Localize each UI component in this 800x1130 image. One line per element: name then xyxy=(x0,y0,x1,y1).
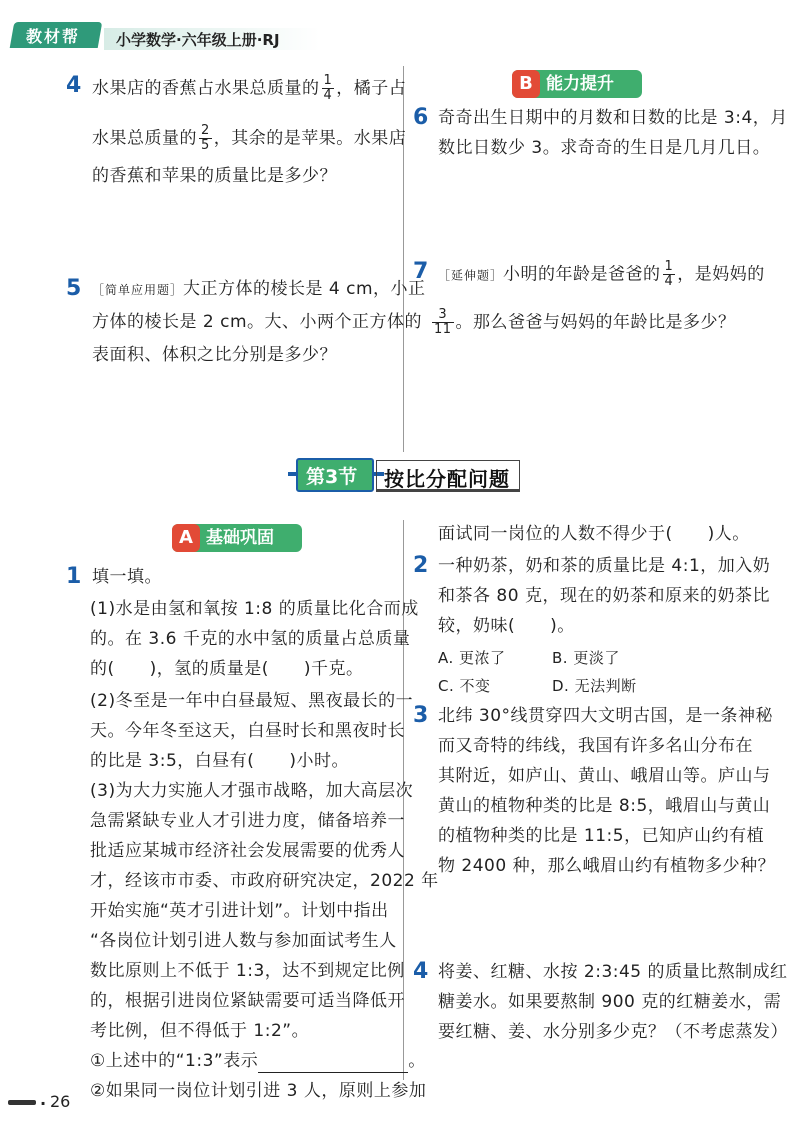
fraction: $\frac{3}{11}$ xyxy=(434,307,452,337)
question-line: ②如果同一岗位计划引进 3 人，原则上参加 xyxy=(90,1081,427,1101)
question-text: 奇奇出生日期中的月数和日数的比是 3:4，月 xyxy=(438,108,788,128)
question-text: ［简单应用题］大正方体的棱长是 4 cm，小正 xyxy=(92,279,426,299)
question-tag: ［延伸题］ xyxy=(438,268,504,283)
question-text: 和茶各 80 克，现在的奶茶和原来的奶茶比 xyxy=(438,586,770,606)
question-line: “各岗位计划引进人数与参加面试考生人 xyxy=(90,931,397,951)
section-badge-b xyxy=(512,70,642,98)
question-text: $\frac{3}{11}$ 。那么爸爸与妈妈的年龄比是多少？ xyxy=(434,307,736,337)
fraction: $\frac{1}{4}$ xyxy=(323,73,333,103)
badge-letter: B xyxy=(512,70,540,98)
question-number: 3 xyxy=(413,703,429,728)
question-line: 的，根据引进岗位紧缺需要可适当降低开 xyxy=(90,991,405,1011)
question-line: 考比例，但不得低于 1:2”。 xyxy=(90,1021,310,1041)
option-a[interactable]: A. 更浓了 xyxy=(438,649,506,667)
question-number: 6 xyxy=(413,105,429,130)
question-line: 而又奇特的纬线，我国有许多名山分布在 xyxy=(438,736,753,756)
option-d[interactable]: D. 无法判断 xyxy=(552,677,637,695)
question-number: 2 xyxy=(413,553,429,578)
question-text: 水果总质量的 $\frac{2}{5}$ ，其余的是苹果。水果店 xyxy=(92,123,407,153)
question-line: 急需紧缺专业人才引进力度，储备培养一 xyxy=(90,811,405,831)
continued-text: 面试同一岗位的人数不得少于( )人。 xyxy=(438,524,750,544)
answer-blank[interactable] xyxy=(258,1056,408,1073)
fraction: $\frac{2}{5}$ xyxy=(201,123,210,153)
header-bar xyxy=(12,22,322,50)
question-title: 填一填。 xyxy=(92,567,162,587)
option-b[interactable]: B. 更淡了 xyxy=(552,649,620,667)
section-badge-a xyxy=(172,524,302,552)
question-line: 其附近，如庐山、黄山、峨眉山等。庐山与 xyxy=(438,766,771,786)
question-text: 糖姜水。如果要熬制 900 克的红糖姜水，需 xyxy=(438,992,782,1012)
question-line: 的比是 3:5，白昼有( )小时。 xyxy=(90,751,350,771)
fraction: $\frac{1}{4}$ xyxy=(664,259,674,289)
badge-label: 基础巩固 xyxy=(206,528,274,548)
question-tag: ［简单应用题］ xyxy=(92,283,184,297)
question-line: 才，经该市市委、市政府研究决定，2022 年 xyxy=(90,871,439,891)
question-line: (1)水是由氢和氧按 1:8 的质量比化合而成 xyxy=(90,599,419,619)
question-line: (2)冬至是一年中白昼最短、黑夜最长的一 xyxy=(90,691,414,711)
badge-letter: A xyxy=(172,524,200,552)
question-line: 物 2400 种，那么峨眉山约有植物多少种？ xyxy=(438,856,776,876)
page-number: 26 xyxy=(50,1092,71,1111)
question-line: ①上述中的“1:3”表示 。 xyxy=(90,1051,426,1071)
footer-dot: · xyxy=(40,1094,47,1113)
question-line: 的( )，氢的质量是( )千克。 xyxy=(90,659,364,679)
question-number: 1 xyxy=(66,564,82,589)
question-line: 的植物种类的比是 11:5，已知庐山约有植 xyxy=(438,826,765,846)
question-text: 一种奶茶，奶和茶的质量比是 4:1，加入奶 xyxy=(438,556,771,576)
question-text: ［延伸题］小明的年龄是爸爸的 $\frac{1}{4}$ ，是妈妈的 xyxy=(438,259,765,289)
question-text: 数比日数少 3。求奇奇的生日是几月几日。 xyxy=(438,138,771,158)
question-text: 将姜、红糖、水按 2:3:45 的质量比熬制成红 xyxy=(438,962,788,982)
question-number: 7 xyxy=(413,259,429,284)
question-number: 4 xyxy=(413,959,429,984)
question-text: 水果店的香蕉占水果总质量的 $\frac{1}{4}$ ，橘子占 xyxy=(92,73,407,103)
question-line: 黄山的植物种类的比是 8:5，峨眉山与黄山 xyxy=(438,796,771,816)
question-number: 4 xyxy=(66,73,82,98)
header-brand: 教材帮 xyxy=(26,27,81,46)
option-c[interactable]: C. 不变 xyxy=(438,677,491,695)
question-number: 5 xyxy=(66,276,82,301)
question-line: 数比原则上不低于 1:3，达不到规定比例 xyxy=(90,961,405,981)
question-line: 北纬 30°线贯穿四大文明古国，是一条神秘 xyxy=(438,706,774,726)
question-line: 天。今年冬至这天，白昼时长和黑夜时长 xyxy=(90,721,405,741)
header-title: 小学数学·六年级上册·RJ xyxy=(116,31,280,49)
question-line: 开始实施“英才引进计划”。计划中指出 xyxy=(90,901,389,921)
footer-mark xyxy=(8,1100,36,1105)
question-text: 表面积、体积之比分别是多少？ xyxy=(92,345,337,365)
question-line: (3)为大力实施人才强市战略，加大高层次 xyxy=(90,781,414,801)
question-line: 的。在 3.6 千克的水中氢的质量占总质量 xyxy=(90,629,411,649)
question-text: 要红糖、姜、水分别多少克？（不考虑蒸发） xyxy=(438,1022,788,1042)
question-line: 批适应某城市经济社会发展需要的优秀人 xyxy=(90,841,405,861)
question-text: 较，奶味( )。 xyxy=(438,616,575,636)
question-text: 方体的棱长是 2 cm。大、小两个正方体的 xyxy=(92,312,423,332)
section-label: 第3节 xyxy=(306,466,358,488)
section-title: 按比分配问题 xyxy=(384,467,510,491)
question-text: 的香蕉和苹果的质量比是多少？ xyxy=(92,166,337,186)
badge-label: 能力提升 xyxy=(546,74,614,94)
